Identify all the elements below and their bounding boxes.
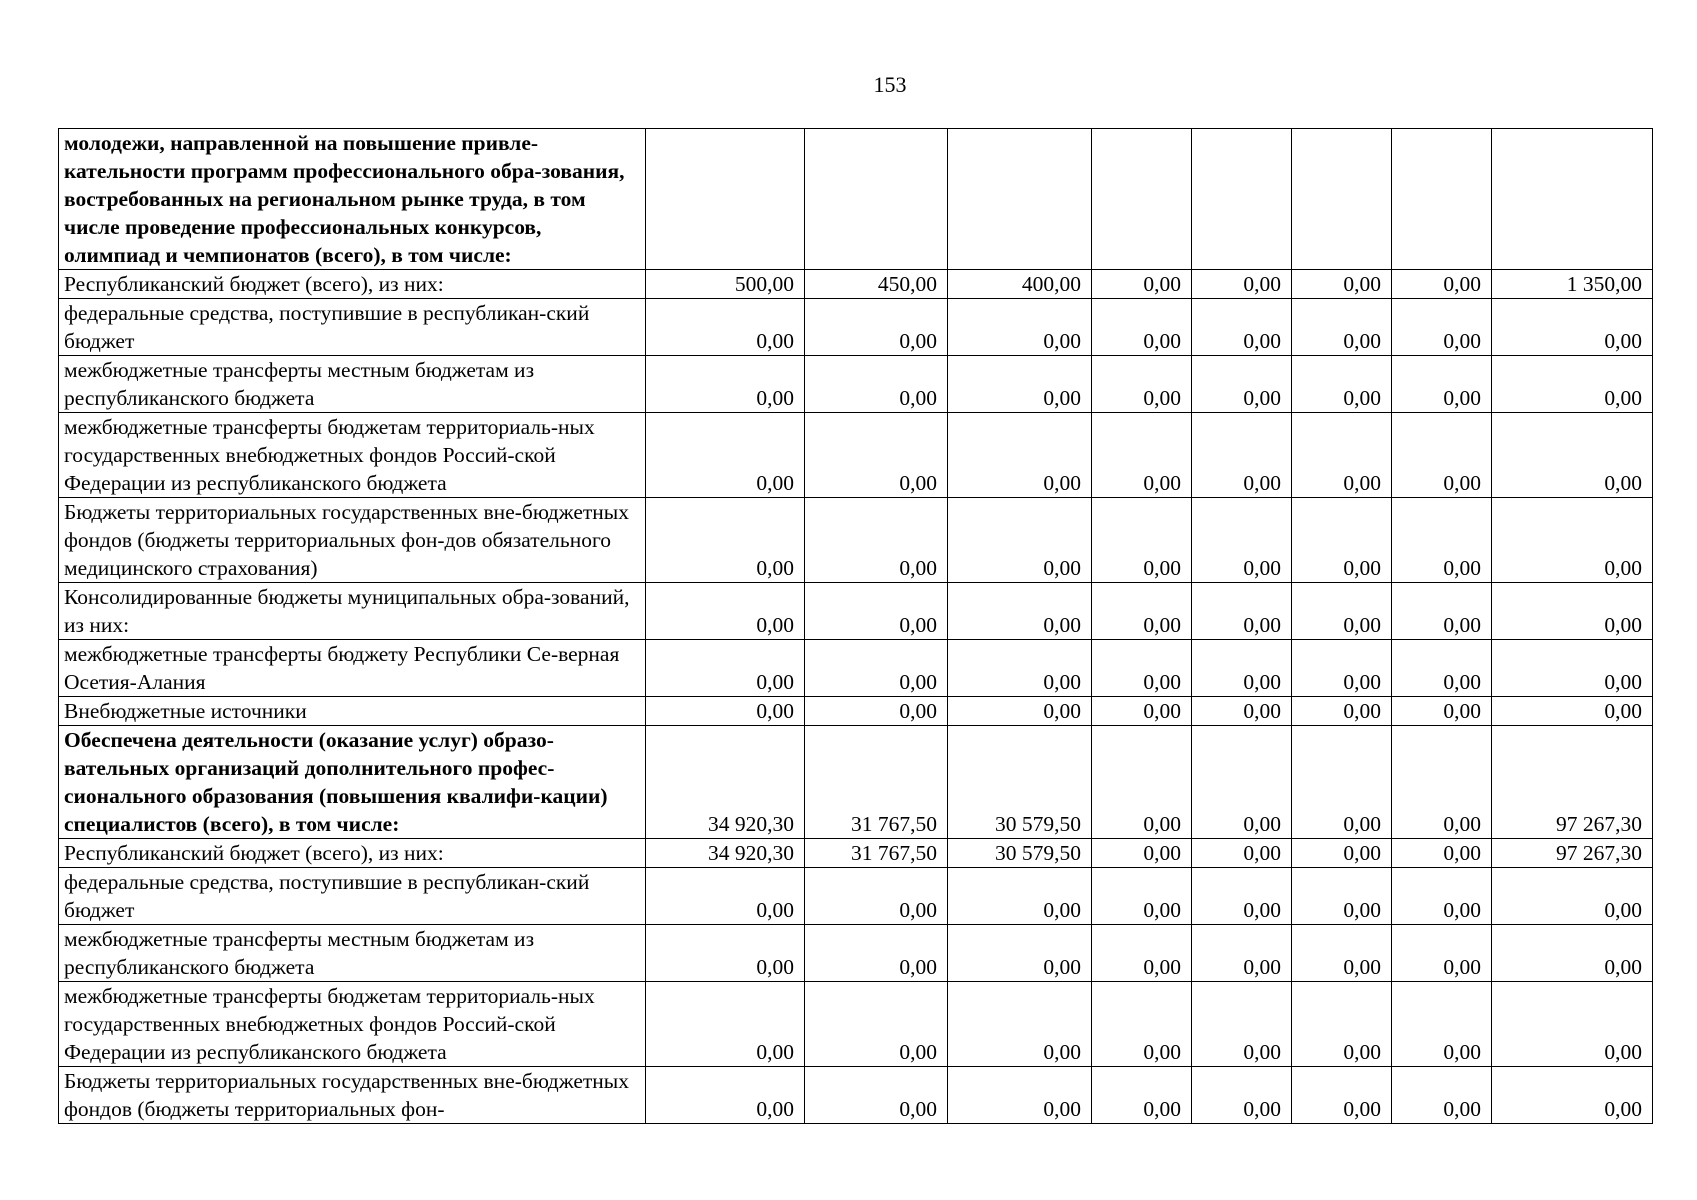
value-cell: 0,00 <box>1192 868 1292 925</box>
value-cell: 0,00 <box>805 299 948 356</box>
value-cell: 0,00 <box>948 583 1092 640</box>
value-cell: 0,00 <box>1192 413 1292 498</box>
value-cell: 0,00 <box>1392 413 1492 498</box>
total-cell: 0,00 <box>1492 356 1653 413</box>
row-label: межбюджетные трансферты местным бюджетам из республиканского бюджета <box>59 925 646 982</box>
value-cell: 0,00 <box>1192 925 1292 982</box>
value-cell: 0,00 <box>1292 868 1392 925</box>
value-cell: 0,00 <box>1392 868 1492 925</box>
value-cell: 0,00 <box>1192 498 1292 583</box>
value-cell: 0,00 <box>1292 583 1392 640</box>
total-cell: 97 267,30 <box>1492 726 1653 839</box>
value-cell: 0,00 <box>1092 982 1192 1067</box>
total-cell: 0,00 <box>1492 982 1653 1067</box>
value-cell: 0,00 <box>805 868 948 925</box>
value-cell: 0,00 <box>646 299 805 356</box>
row-label: федеральные средства, поступившие в республикан-ский бюджет <box>59 868 646 925</box>
value-cell: 0,00 <box>1392 839 1492 868</box>
value-cell: 0,00 <box>1292 697 1392 726</box>
table-row <box>59 356 1653 413</box>
total-cell: 0,00 <box>1492 413 1653 498</box>
value-cell: 450,00 <box>805 270 948 299</box>
value-cell: 0,00 <box>1392 726 1492 839</box>
value-cell: 0,00 <box>1092 839 1192 868</box>
value-cell: 0,00 <box>948 697 1092 726</box>
value-cell: 0,00 <box>805 697 948 726</box>
value-cell: 0,00 <box>1392 270 1492 299</box>
value-cell: 0,00 <box>1092 498 1192 583</box>
value-cell: 0,00 <box>1292 498 1392 583</box>
value-cell: 0,00 <box>1192 839 1292 868</box>
value-cell: 0,00 <box>948 498 1092 583</box>
value-cell: 0,00 <box>1192 270 1292 299</box>
value-cell: 0,00 <box>1292 1067 1392 1124</box>
value-cell: 0,00 <box>1092 413 1192 498</box>
row-label: Бюджеты территориальных государственных вне-бюджетных фондов (бюджеты территориальных фон-дов обязательного медицинского страхования) <box>59 498 646 583</box>
row-label: межбюджетные трансферты бюджетам территориаль-ных государственных внебюджетных фондов Россий-ской Федерации из республиканского бюджета <box>59 413 646 498</box>
value-cell: 0,00 <box>948 982 1092 1067</box>
table-row <box>59 726 1653 839</box>
value-cell: 0,00 <box>948 413 1092 498</box>
table-row <box>59 129 1653 270</box>
value-cell: 0,00 <box>1192 982 1292 1067</box>
value-cell: 0,00 <box>1192 640 1292 697</box>
value-cell: 0,00 <box>646 640 805 697</box>
value-cell: 0,00 <box>805 356 948 413</box>
value-cell: 0,00 <box>646 925 805 982</box>
table-row <box>59 868 1653 925</box>
total-cell: 0,00 <box>1492 697 1653 726</box>
value-cell: 0,00 <box>805 498 948 583</box>
row-label: межбюджетные трансферты местным бюджетам из республиканского бюджета <box>59 356 646 413</box>
value-cell: 0,00 <box>646 583 805 640</box>
value-cell <box>805 129 948 270</box>
total-cell: 97 267,30 <box>1492 839 1653 868</box>
value-cell: 0,00 <box>646 868 805 925</box>
total-cell: 0,00 <box>1492 925 1653 982</box>
value-cell: 0,00 <box>1192 583 1292 640</box>
row-label: федеральные средства, поступившие в республикан-ский бюджет <box>59 299 646 356</box>
value-cell: 0,00 <box>948 868 1092 925</box>
value-cell: 31 767,50 <box>805 839 948 868</box>
table-row <box>59 982 1653 1067</box>
value-cell: 0,00 <box>1392 1067 1492 1124</box>
value-cell: 0,00 <box>1392 299 1492 356</box>
value-cell: 0,00 <box>1192 697 1292 726</box>
total-cell: 0,00 <box>1492 1067 1653 1124</box>
value-cell: 0,00 <box>1292 299 1392 356</box>
value-cell: 0,00 <box>1092 299 1192 356</box>
value-cell: 0,00 <box>1092 583 1192 640</box>
table-row <box>59 413 1653 498</box>
value-cell: 0,00 <box>1392 583 1492 640</box>
row-label: Консолидированные бюджеты муниципальных обра-зований, из них: <box>59 583 646 640</box>
value-cell: 0,00 <box>1292 640 1392 697</box>
value-cell: 0,00 <box>1192 299 1292 356</box>
value-cell: 0,00 <box>1392 697 1492 726</box>
value-cell: 30 579,50 <box>948 726 1092 839</box>
value-cell: 0,00 <box>1392 356 1492 413</box>
value-cell <box>1392 129 1492 270</box>
table-row <box>59 839 1653 868</box>
value-cell: 0,00 <box>1192 1067 1292 1124</box>
value-cell: 0,00 <box>1092 356 1192 413</box>
table-row <box>59 498 1653 583</box>
value-cell: 0,00 <box>646 697 805 726</box>
value-cell: 0,00 <box>1392 925 1492 982</box>
value-cell: 0,00 <box>1192 726 1292 839</box>
value-cell: 0,00 <box>1292 726 1392 839</box>
value-cell: 0,00 <box>1392 982 1492 1067</box>
row-label: молодежи, направленной на повышение привле-кательности программ профессионального обра-зования, востребованных на региональном рынке труда, в том числе проведение профессиональных конкурсов, олимпиад и чемпионатов (всего), в том числе: <box>59 129 646 270</box>
value-cell: 0,00 <box>805 583 948 640</box>
value-cell: 400,00 <box>948 270 1092 299</box>
row-label: Обеспечена деятельности (оказание услуг) образо-вательных организаций дополнительного профес-сионального образования (повышения квалифи-кации) специалистов (всего), в том числе: <box>59 726 646 839</box>
value-cell <box>948 129 1092 270</box>
row-label: Внебюджетные источники <box>59 697 646 726</box>
value-cell: 500,00 <box>646 270 805 299</box>
value-cell <box>1192 129 1292 270</box>
value-cell: 0,00 <box>805 925 948 982</box>
value-cell: 0,00 <box>948 1067 1092 1124</box>
value-cell: 0,00 <box>1092 925 1192 982</box>
value-cell: 0,00 <box>1292 270 1392 299</box>
total-cell: 0,00 <box>1492 640 1653 697</box>
value-cell: 0,00 <box>948 356 1092 413</box>
value-cell: 31 767,50 <box>805 726 948 839</box>
value-cell: 0,00 <box>1292 356 1392 413</box>
value-cell: 0,00 <box>1092 270 1192 299</box>
total-cell <box>1492 129 1653 270</box>
value-cell: 0,00 <box>1292 982 1392 1067</box>
value-cell: 0,00 <box>1092 868 1192 925</box>
value-cell: 0,00 <box>805 413 948 498</box>
table-row <box>59 925 1653 982</box>
value-cell: 0,00 <box>646 982 805 1067</box>
value-cell <box>1092 129 1192 270</box>
value-cell: 0,00 <box>1192 356 1292 413</box>
total-cell: 0,00 <box>1492 583 1653 640</box>
row-label: межбюджетные трансферты бюджетам территориаль-ных государственных внебюджетных фондов Россий-ской Федерации из республиканского бюджета <box>59 982 646 1067</box>
value-cell: 0,00 <box>646 413 805 498</box>
value-cell: 0,00 <box>646 1067 805 1124</box>
table-row <box>59 583 1653 640</box>
value-cell: 0,00 <box>805 640 948 697</box>
value-cell: 0,00 <box>948 299 1092 356</box>
value-cell: 0,00 <box>1092 1067 1192 1124</box>
value-cell: 30 579,50 <box>948 839 1092 868</box>
row-label: Республиканский бюджет (всего), из них: <box>59 839 646 868</box>
budget-table-body <box>59 129 1653 1124</box>
value-cell: 0,00 <box>1292 925 1392 982</box>
value-cell: 0,00 <box>646 356 805 413</box>
value-cell: 34 920,30 <box>646 726 805 839</box>
row-label: Бюджеты территориальных государственных вне-бюджетных фондов (бюджеты территориальных фон- <box>59 1067 646 1124</box>
value-cell: 0,00 <box>1292 413 1392 498</box>
value-cell: 34 920,30 <box>646 839 805 868</box>
table-row <box>59 697 1653 726</box>
total-cell: 1 350,00 <box>1492 270 1653 299</box>
table-row <box>59 299 1653 356</box>
value-cell: 0,00 <box>646 498 805 583</box>
row-label: межбюджетные трансферты бюджету Республики Се-верная Осетия-Алания <box>59 640 646 697</box>
value-cell: 0,00 <box>805 1067 948 1124</box>
total-cell: 0,00 <box>1492 868 1653 925</box>
value-cell: 0,00 <box>948 925 1092 982</box>
page-number: 153 <box>873 72 907 97</box>
total-cell: 0,00 <box>1492 498 1653 583</box>
table-row <box>59 270 1653 299</box>
value-cell: 0,00 <box>1092 640 1192 697</box>
value-cell: 0,00 <box>805 982 948 1067</box>
value-cell: 0,00 <box>1292 839 1392 868</box>
value-cell: 0,00 <box>1392 498 1492 583</box>
value-cell: 0,00 <box>1092 697 1192 726</box>
row-label: Республиканский бюджет (всего), из них: <box>59 270 646 299</box>
value-cell: 0,00 <box>1392 640 1492 697</box>
table-row <box>59 1067 1653 1124</box>
value-cell: 0,00 <box>948 640 1092 697</box>
table-row <box>59 640 1653 697</box>
value-cell <box>646 129 805 270</box>
value-cell <box>1292 129 1392 270</box>
value-cell: 0,00 <box>1092 726 1192 839</box>
budget-table <box>58 128 1653 1124</box>
total-cell: 0,00 <box>1492 299 1653 356</box>
